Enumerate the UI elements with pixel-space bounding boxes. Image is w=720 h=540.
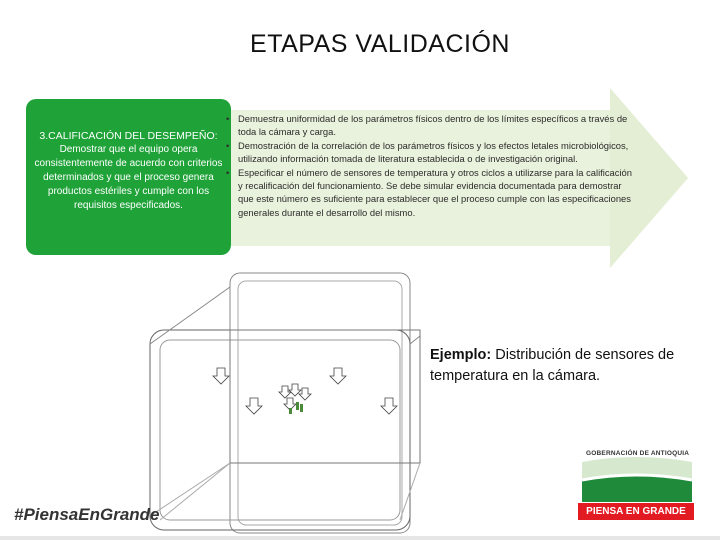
stage-description: Demostrar que el equipo opera consistentemente de acuerdo con criterios determinados y que el proceso genera productos estériles y cumple con los requisitos especificados. <box>34 144 223 211</box>
bullet-marker: • <box>226 166 230 178</box>
bullet-marker: • <box>226 113 230 124</box>
hashtag: #PiensaEnGrande <box>14 505 160 524</box>
example-text: Distribución de sensores de temperatura en la cámara. <box>430 347 675 384</box>
list-item-text: Demostración de la correlación de los parámetros físicos y los efectos letales microbiológicos, utilizando información tomada de literatura establecida o de investigación original. <box>238 139 629 165</box>
example-caption <box>430 345 700 387</box>
list-item-text: Especificar el número de sensores de temperatura y otros ciclos a utilizarse para la calificación y recalificación del funcionamiento. Se debe simular evidencia documentada para demostrar que este número es suficiente para establecer que el proceso cumple con las especificaciones generales durante el desarrollo del mismo. <box>238 166 632 218</box>
flag-icon <box>578 440 696 502</box>
slide-title: ETAPAS VALIDACIÓN <box>250 30 510 58</box>
gobernacion-logo <box>578 440 696 520</box>
stage-title: 3.CALIFICACIÓN DEL DESEMPEÑO: <box>39 130 218 142</box>
example-label: Ejemplo: <box>430 347 492 363</box>
slogan-badge: PIENSA EN GRANDE <box>578 503 694 520</box>
list-item-text: Demuestra uniformidad de los parámetros físicos dentro de los límites específicos a través de toda la cámara y carga. <box>238 113 628 138</box>
bottom-bar <box>0 536 720 540</box>
gov-name: GOBERNACIÓN DE ANTIOQUIA <box>586 450 690 457</box>
bullet-marker: • <box>226 139 230 151</box>
